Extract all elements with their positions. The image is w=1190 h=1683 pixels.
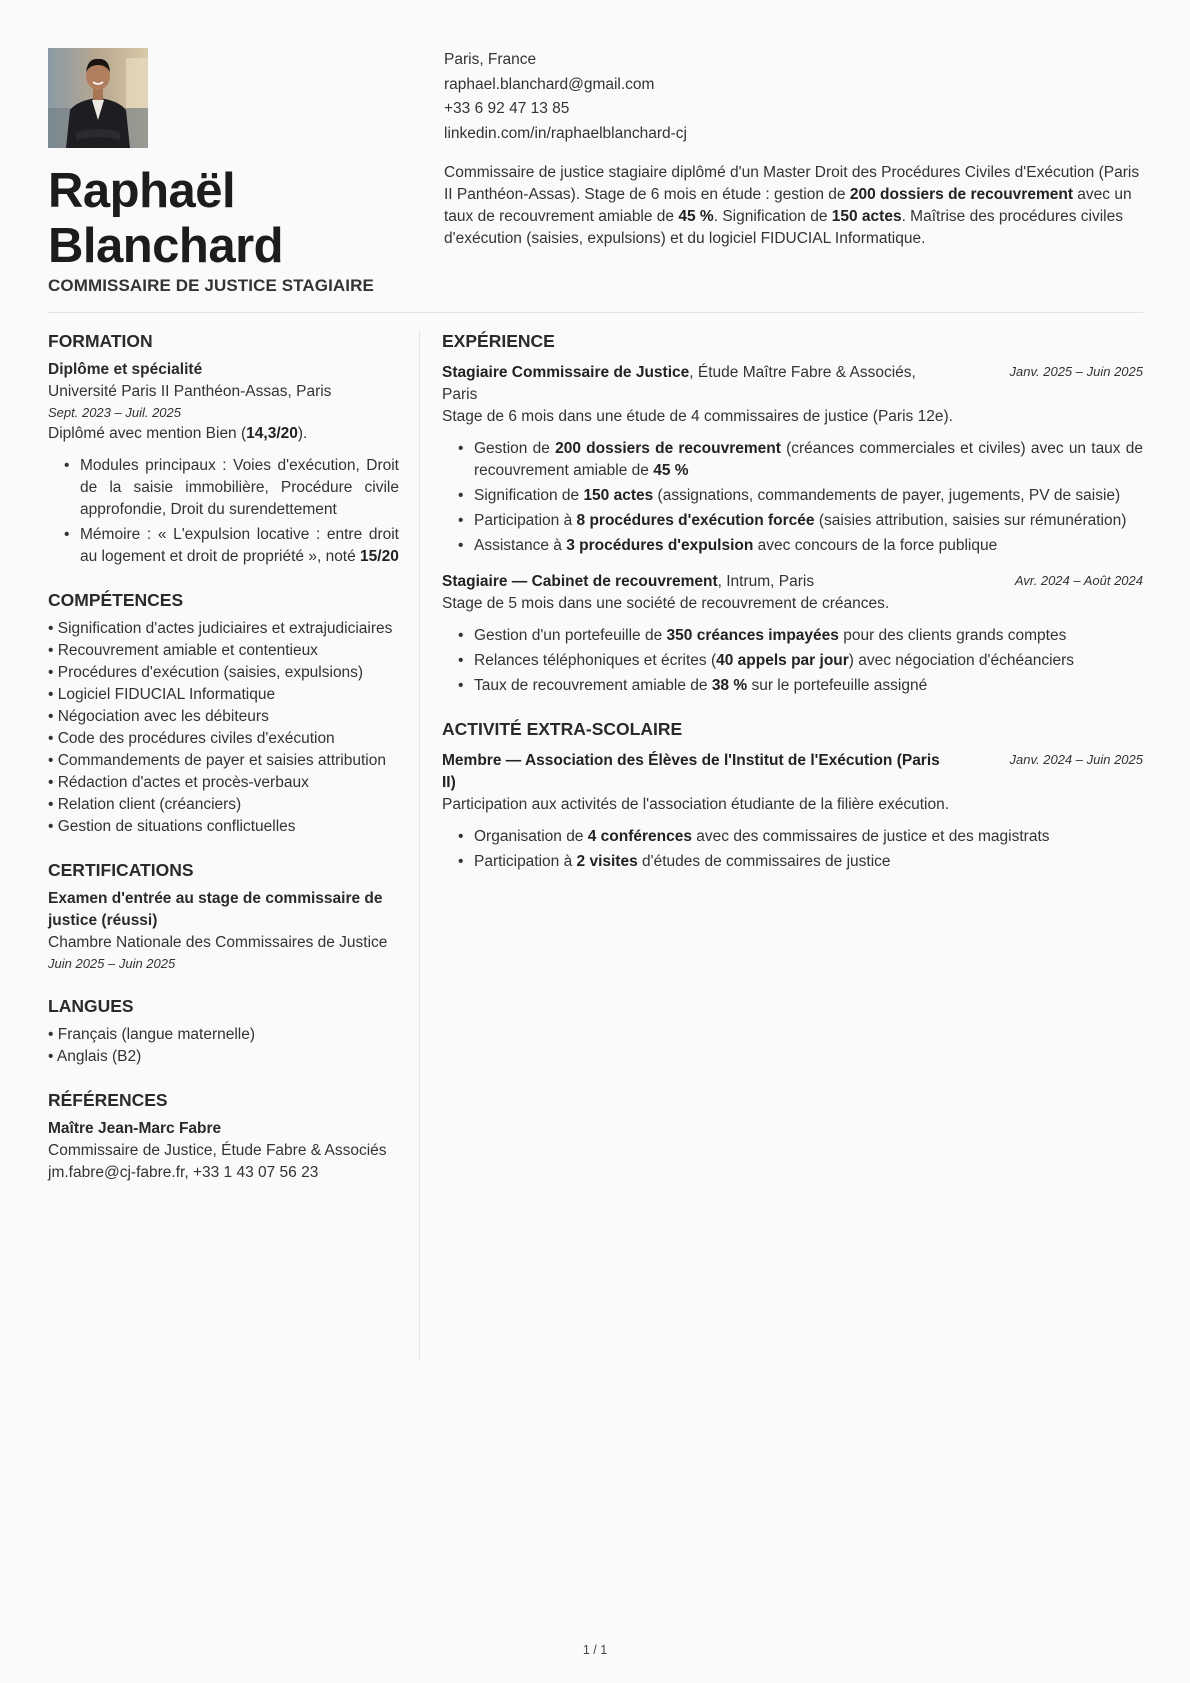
summary-highlight: 150 actes: [831, 208, 902, 225]
contact-block: [444, 48, 1143, 146]
left-column: [48, 331, 420, 1361]
contact-email[interactable]: raphael.blanchard@gmail.com: [444, 75, 655, 93]
header-divider: [48, 312, 1143, 313]
section-title: COMPÉTENCES: [48, 590, 184, 610]
skill-item: • Procédures d'exécution (saisies, expulsions): [48, 664, 364, 681]
certification-dates: Juin 2025 – Juin 2025: [48, 956, 176, 971]
formation-dates: Sept. 2023 – Juil. 2025: [48, 405, 181, 420]
summary-text: . Maîtrise des procédures civiles d'exécution (saisies, expulsions) et du logiciel FIDUCIAL Informatique.: [444, 208, 1123, 247]
job-bullet: • Signification de 150 actes (assignations, commandements de payer, jugements, PV de saisie): [474, 485, 1143, 507]
job-dates: Avr. 2024 – Août 2024: [1014, 573, 1143, 588]
school-name: Université Paris II Panthéon-Assas, Paris: [48, 383, 332, 400]
job-org: , Étude Maître Fabre & Associés, Paris: [442, 364, 916, 403]
resume-page: [48, 48, 1143, 1361]
section-title: FORMATION: [48, 331, 153, 351]
skill-item: • Commandements de payer et saisies attribution: [48, 752, 386, 769]
experience-heading: [442, 362, 952, 406]
job-role: Stagiaire Commissaire de Justice: [442, 364, 690, 381]
job-bullet: • Gestion d'un portefeuille de 350 créances impayées pour des clients grands comptes: [474, 625, 1143, 647]
page-number: 1 / 1: [582, 1643, 608, 1657]
skill-item: • Signification d'actes judiciaires et extrajudiciaires: [48, 620, 393, 637]
job-title: COMMISSAIRE DE JUSTICE STAGIAIRE: [48, 276, 374, 295]
job-bullet: • Participation à 8 procédures d'exécution forcée (saisies attribution, saisies sur rémunération): [474, 510, 1143, 532]
skill-item: • Recouvrement amiable et contentieux: [48, 642, 318, 659]
job-description: Stage de 6 mois dans une étude de 4 commissaires de justice (Paris 12e).: [442, 408, 953, 425]
bullet-text: Mémoire : « L'expulsion locative : entre droit au logement et droit de propriété », noté: [80, 526, 399, 565]
name-last: Blanchard: [48, 219, 284, 273]
contact-phone[interactable]: +33 6 92 47 13 85: [444, 100, 570, 117]
degree-mention: [48, 423, 399, 445]
activity-dates: Janv. 2024 – Juin 2025: [1009, 752, 1143, 767]
section-title: CERTIFICATIONS: [48, 860, 194, 880]
section-competences: [48, 590, 399, 838]
profile-summary: [444, 162, 1143, 250]
job-bullet: • Gestion de 200 dossiers de recouvrement (créances commerciales et civiles) avec un taux de recouvrement amiable de 45 %: [474, 438, 1143, 482]
summary-highlight: 200 dossiers de recouvrement: [849, 186, 1073, 203]
section-references: [48, 1090, 399, 1184]
reference-name: Maître Jean-Marc Fabre: [48, 1120, 222, 1137]
section-activite: [442, 719, 1143, 873]
right-column: [420, 331, 1143, 1361]
job-role: Stagiaire — Cabinet de recouvrement: [442, 573, 718, 590]
skill-item: • Relation client (créanciers): [48, 796, 242, 813]
mention-grade: 14,3/20: [246, 425, 298, 442]
activity-entry: [442, 750, 1143, 873]
summary-text: Commissaire de justice stagiaire diplômé d'un Master Droit des Procédures Civiles d'Exécution (Paris II Panthéon-Assas). Stage de 6 mois en étude : gestion de: [444, 164, 1140, 203]
job-description: Stage de 5 mois dans une société de recouvrement de créances.: [442, 595, 890, 612]
activity-heading: [442, 750, 952, 794]
certification-name: Examen d'entrée au stage de commissaire de justice (réussi): [48, 890, 383, 929]
degree-title: Diplôme et spécialité: [48, 361, 203, 378]
section-formation: [48, 331, 399, 568]
job-bullet: • Assistance à 3 procédures d'expulsion avec concours de la force publique: [474, 535, 1143, 557]
activity-bullet: • Organisation de 4 conférences avec des commissaires de justice et des magistrats: [474, 826, 1143, 848]
reference-position: Commissaire de Justice, Étude Fabre & Associés: [48, 1142, 387, 1159]
profile-photo: [48, 48, 148, 148]
section-title: EXPÉRIENCE: [442, 331, 555, 351]
language-item: • Français (langue maternelle): [48, 1026, 256, 1043]
contact-location: Paris, France: [444, 51, 537, 68]
job-bullet: • Taux de recouvrement amiable de 38 % sur le portefeuille assigné: [474, 675, 1143, 697]
skill-item: • Logiciel FIDUCIAL Informatique: [48, 686, 276, 703]
experience-entry: [442, 571, 1143, 697]
skill-item: • Rédaction d'actes et procès-verbaux: [48, 774, 309, 791]
skill-item: • Négociation avec les débiteurs: [48, 708, 269, 725]
skill-item: • Code des procédures civiles d'exécution: [48, 730, 335, 747]
activity-description: Participation aux activités de l'association étudiante de la filière exécution.: [442, 796, 950, 813]
skill-item: • Gestion de situations conflictuelles: [48, 818, 296, 835]
summary-highlight: 45 %: [678, 208, 714, 225]
activity-role: Membre — Association des Élèves de l'Institut de l'Exécution (Paris II): [442, 752, 940, 791]
language-item: • Anglais (B2): [48, 1048, 142, 1065]
section-langues: [48, 996, 399, 1068]
mention-text: Diplômé avec mention Bien (: [48, 425, 247, 442]
job-org: , Intrum, Paris: [717, 573, 815, 590]
section-experience: [442, 331, 1143, 697]
section-title: RÉFÉRENCES: [48, 1090, 168, 1110]
name-first: Raphaël: [48, 164, 236, 218]
contact-linkedin[interactable]: linkedin.com/in/raphaelblanchard-cj: [444, 124, 687, 142]
formation-bullet: [80, 524, 399, 568]
section-title: ACTIVITÉ EXTRA-SCOLAIRE: [442, 719, 683, 739]
mention-text: ).: [297, 425, 308, 442]
resume-header: [48, 48, 1143, 296]
job-dates: Janv. 2025 – Juin 2025: [1009, 364, 1143, 379]
section-title: LANGUES: [48, 996, 134, 1016]
experience-heading: [442, 571, 952, 593]
activity-bullet: • Participation à 2 visites d'études de commissaires de justice: [474, 851, 1143, 873]
bullet-highlight: 15/20: [360, 548, 399, 565]
section-certifications: [48, 860, 399, 974]
summary-text: . Signification de: [713, 208, 832, 225]
reference-contact[interactable]: jm.fabre@cj-fabre.fr, +33 1 43 07 56 23: [48, 1164, 319, 1181]
formation-bullet: • Modules principaux : Voies d'exécution, Droit de la saisie immobilière, Procédure civile approfondie, Droit du surendettement: [80, 455, 399, 521]
job-bullet: • Relances téléphoniques et écrites (40 appels par jour) avec négociation d'échéanciers: [474, 650, 1143, 672]
summary-text: avec un taux de recouvrement amiable de: [444, 186, 1132, 225]
experience-entry: [442, 362, 1143, 557]
certification-issuer: Chambre Nationale des Commissaires de Justice: [48, 934, 388, 951]
